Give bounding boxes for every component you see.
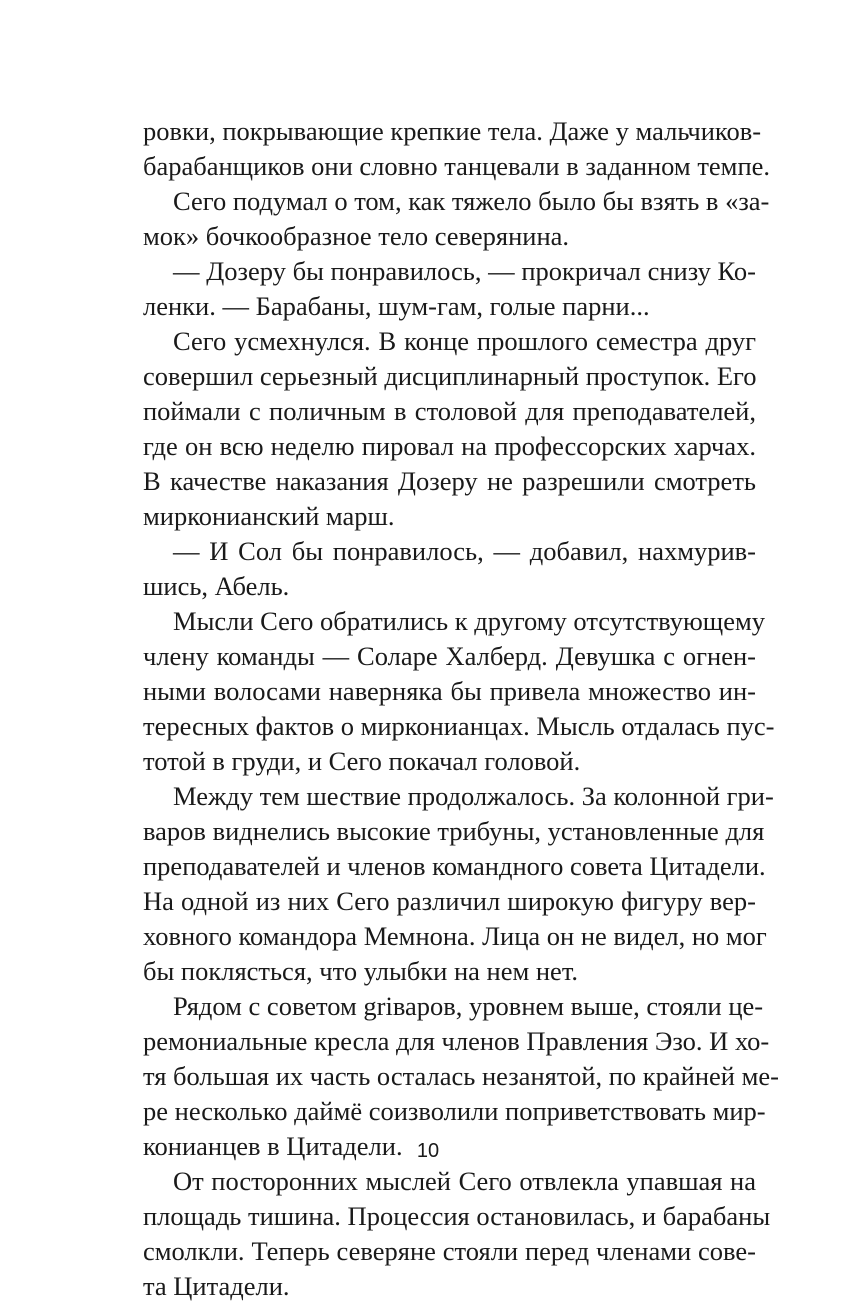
- text-line: тересных фактов о мирконианцах. Мысль отдалась пус-: [143, 711, 775, 741]
- text-line: поймали с поличным в столовой для преподавателей,: [143, 396, 756, 426]
- text-line: ровки, покрывающие крепкие тела. Даже у мальчиков-: [143, 116, 762, 146]
- text-line: Сего усмехнулся. В конце прошлого семестра друг: [173, 326, 756, 356]
- text-line: — Дозеру бы понравилось, — прокричал снизу Ко-: [173, 256, 756, 286]
- text-line: В качестве наказания Дозеру не разрешили смотреть: [143, 466, 756, 496]
- text-line: ре несколько даймё соизволили поприветствовать мир-: [143, 1096, 766, 1126]
- body-text: [143, 114, 779, 1304]
- text-line: преподавателей и членов командного совета Цитадели.: [143, 851, 766, 881]
- text-line: совершил серьезный дисциплинарный проступок. Его: [143, 361, 757, 391]
- page-number: 10: [416, 1140, 440, 1162]
- text-line: От посторонних мыслей Сего отвлекла упавшая на: [173, 1166, 756, 1196]
- text-line: Между тем шествие продолжалось. За колонной гри-: [173, 781, 774, 811]
- text-line: площадь тишина. Процессия остановилась, и барабаны: [143, 1201, 771, 1231]
- text-line: шись, Абель.: [143, 571, 290, 601]
- text-line: ховного командора Мемнона. Лица он не видел, но мог: [143, 921, 767, 951]
- text-line: смолкли. Теперь северяне стояли перед членами сове-: [143, 1236, 756, 1266]
- text-line: конианцев в Цитадели.: [143, 1131, 403, 1161]
- text-line: мок» бочкообразное тело северянина.: [143, 221, 570, 251]
- text-line: ными волосами наверняка бы привела множество ин-: [143, 676, 756, 706]
- text-line: Сего подумал о том, как тяжело было бы взять в «за-: [173, 186, 770, 216]
- text-line: где он всю неделю пировал на профессорских харчах.: [143, 431, 756, 461]
- text-line: тя большая их часть осталась незанятой, по крайней ме-: [143, 1061, 779, 1091]
- text-line: варов виднелись высокие трибуны, установленные для: [143, 816, 765, 846]
- text-line: барабанщиков они словно танцевали в заданном темпе.: [143, 151, 771, 181]
- text-line: На одной из них Сего различил широкую фигуру вер-: [143, 886, 756, 916]
- text-line: Мысли Сего обратились к другому отсутствующему: [173, 606, 765, 636]
- text-line: ленки. — Барабаны, шум-гам, голые парни...: [143, 291, 650, 321]
- text-line: тотой в груди, и Сего покачал головой.: [143, 746, 581, 776]
- text-line: ремониальные кресла для членов Правления Эзо. И хо-: [143, 1026, 770, 1056]
- text-line: Рядом с советом griваров, уровнем выше, стояли це-: [173, 991, 764, 1021]
- text-line: та Цитадели.: [143, 1271, 290, 1301]
- text-line: бы поклясться, что улыбки на нем нет.: [143, 956, 579, 986]
- text-line: — И Сол бы понравилось, — добавил, нахмурив-: [173, 536, 756, 566]
- text-line: мирконианский марш.: [143, 501, 395, 531]
- text-line: члену команды — Соларе Халберд. Девушка с огнен-: [143, 641, 756, 671]
